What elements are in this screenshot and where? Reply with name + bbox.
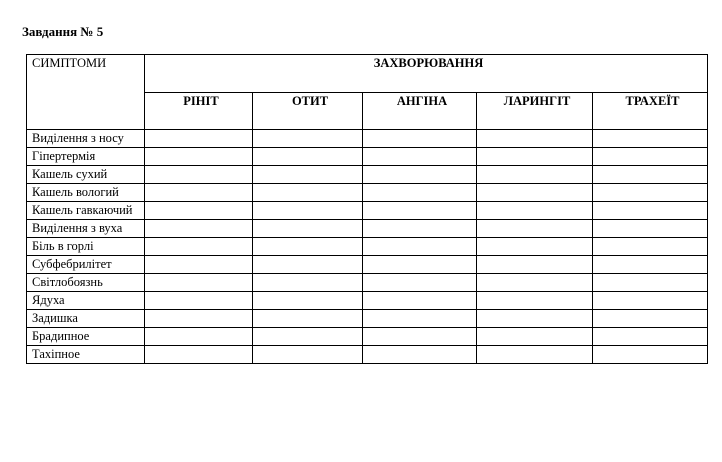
symptoms-diseases-table	[26, 54, 708, 364]
table-row	[27, 220, 708, 238]
table-row	[27, 328, 708, 346]
table-row	[27, 292, 708, 310]
answer-cell[interactable]	[145, 202, 253, 220]
answer-cell[interactable]	[145, 130, 253, 148]
answer-cell[interactable]	[477, 166, 593, 184]
disease-header-tracheitis: ТРАХЕЇТ	[593, 92, 708, 130]
answer-cell[interactable]	[363, 238, 477, 256]
answer-cell[interactable]	[477, 274, 593, 292]
symptom-label: Гіпертермія	[27, 148, 145, 166]
table-row	[27, 274, 708, 292]
table-row	[27, 184, 708, 202]
answer-cell[interactable]	[477, 148, 593, 166]
answer-cell[interactable]	[477, 220, 593, 238]
answer-cell[interactable]	[145, 292, 253, 310]
answer-cell[interactable]	[145, 220, 253, 238]
answer-cell[interactable]	[363, 292, 477, 310]
symptom-label: Світлобоязнь	[27, 274, 145, 292]
answer-cell[interactable]	[477, 256, 593, 274]
answer-cell[interactable]	[253, 130, 363, 148]
answer-cell[interactable]	[477, 202, 593, 220]
answer-cell[interactable]	[477, 184, 593, 202]
answer-cell[interactable]	[253, 256, 363, 274]
table-row	[27, 238, 708, 256]
answer-cell[interactable]	[145, 184, 253, 202]
answer-cell[interactable]	[593, 274, 708, 292]
answer-cell[interactable]	[593, 184, 708, 202]
answer-cell[interactable]	[477, 346, 593, 364]
answer-cell[interactable]	[593, 220, 708, 238]
answer-cell[interactable]	[253, 310, 363, 328]
symptom-label: Кашель вологий	[27, 184, 145, 202]
symptom-label: Тахіпное	[27, 346, 145, 364]
answer-cell[interactable]	[145, 238, 253, 256]
disease-header-laryngitis: ЛАРИНГІТ	[477, 92, 593, 130]
answer-cell[interactable]	[253, 184, 363, 202]
answer-cell[interactable]	[253, 346, 363, 364]
answer-cell[interactable]	[145, 310, 253, 328]
table-row	[27, 148, 708, 166]
answer-cell[interactable]	[145, 256, 253, 274]
disease-header-angina: АНГІНА	[363, 92, 477, 130]
answer-cell[interactable]	[593, 166, 708, 184]
table-row	[27, 310, 708, 328]
answer-cell[interactable]	[363, 202, 477, 220]
answer-cell[interactable]	[253, 328, 363, 346]
answer-cell[interactable]	[593, 130, 708, 148]
answer-cell[interactable]	[253, 238, 363, 256]
answer-cell[interactable]	[363, 166, 477, 184]
answer-cell[interactable]	[363, 346, 477, 364]
answer-cell[interactable]	[253, 202, 363, 220]
disease-header-rhinitis: РІНІТ	[145, 92, 253, 130]
task-title: Завдання № 5	[22, 24, 104, 39]
symptom-label: Ядуха	[27, 292, 145, 310]
symptom-label: Біль в горлі	[27, 238, 145, 256]
answer-cell[interactable]	[253, 220, 363, 238]
answer-cell[interactable]	[593, 310, 708, 328]
answer-cell[interactable]	[593, 328, 708, 346]
symptom-label: Виділення з носу	[27, 130, 145, 148]
answer-cell[interactable]	[593, 238, 708, 256]
symptom-label: Виділення з вуха	[27, 220, 145, 238]
answer-cell[interactable]	[253, 274, 363, 292]
table-row	[27, 256, 708, 274]
diseases-group-header: ЗАХВОРЮВАННЯ	[145, 55, 708, 93]
answer-cell[interactable]	[363, 184, 477, 202]
answer-cell[interactable]	[593, 292, 708, 310]
answer-cell[interactable]	[363, 256, 477, 274]
table-row	[27, 346, 708, 364]
answer-cell[interactable]	[145, 148, 253, 166]
answer-cell[interactable]	[477, 310, 593, 328]
answer-cell[interactable]	[145, 328, 253, 346]
answer-cell[interactable]	[145, 166, 253, 184]
answer-cell[interactable]	[593, 256, 708, 274]
answer-cell[interactable]	[363, 310, 477, 328]
table-row	[27, 202, 708, 220]
answer-cell[interactable]	[477, 238, 593, 256]
answer-cell[interactable]	[477, 328, 593, 346]
answer-cell[interactable]	[477, 292, 593, 310]
symptom-label: Задишка	[27, 310, 145, 328]
answer-cell[interactable]	[593, 202, 708, 220]
answer-cell[interactable]	[253, 292, 363, 310]
answer-cell[interactable]	[253, 148, 363, 166]
answer-cell[interactable]	[145, 274, 253, 292]
answer-cell[interactable]	[363, 130, 477, 148]
answer-cell[interactable]	[363, 328, 477, 346]
symptoms-column-header: СИМПТОМИ	[27, 55, 145, 130]
answer-cell[interactable]	[363, 148, 477, 166]
symptom-label: Кашель гавкаючий	[27, 202, 145, 220]
table-row	[27, 130, 708, 148]
symptom-label: Брадипное	[27, 328, 145, 346]
answer-cell[interactable]	[593, 148, 708, 166]
disease-header-otitis: ОТИТ	[253, 92, 363, 130]
symptom-label: Кашель сухий	[27, 166, 145, 184]
symptom-label: Субфебрилітет	[27, 256, 145, 274]
header-row-group	[27, 55, 708, 93]
answer-cell[interactable]	[145, 346, 253, 364]
answer-cell[interactable]	[477, 130, 593, 148]
answer-cell[interactable]	[593, 346, 708, 364]
answer-cell[interactable]	[253, 166, 363, 184]
answer-cell[interactable]	[363, 274, 477, 292]
table-row	[27, 166, 708, 184]
answer-cell[interactable]	[363, 220, 477, 238]
symptom-rows	[27, 130, 708, 364]
